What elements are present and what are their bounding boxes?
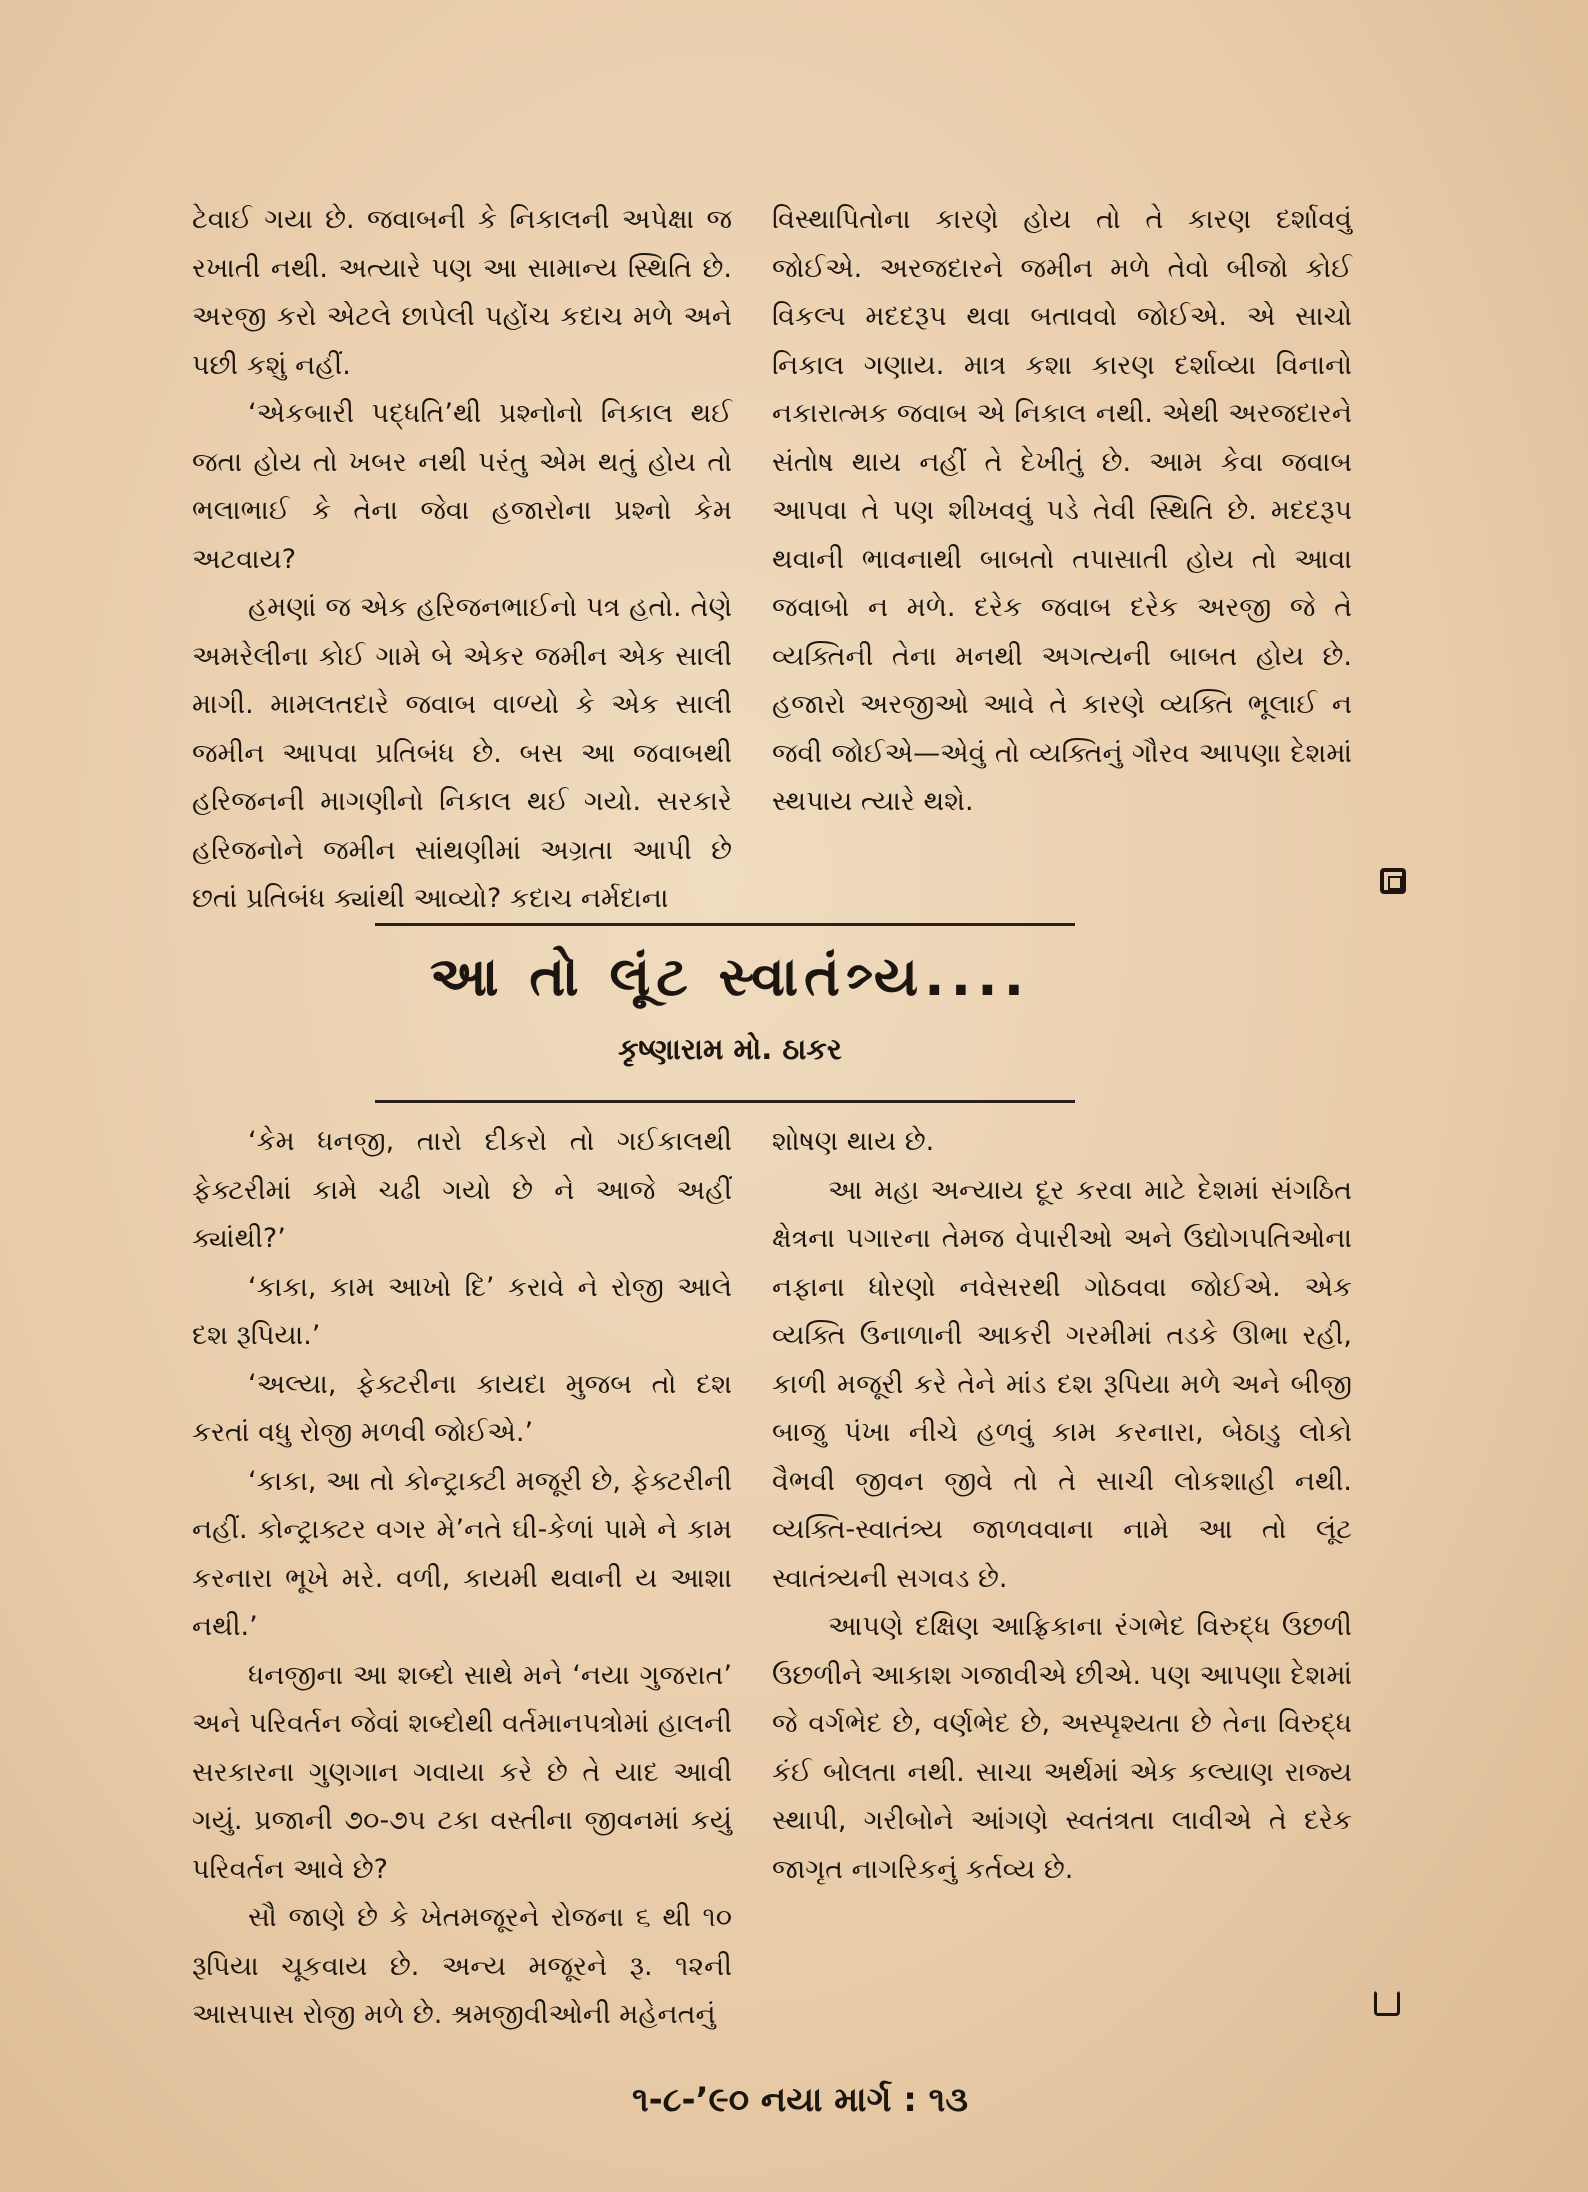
article-author: કૃષ્ણારામ મો. ઠાકર (618, 1032, 842, 1066)
title-bottom-rule (375, 1100, 1075, 1103)
paragraph: હમણાં જ એક હરિજનભાઈનો પત્ર હતો. તેણે અમરેલીના કોઈ ગામે બે એકર જમીન એક સાલી માગી. મામલતદારે જવાબ વાળ્યો કે એક સાલી જમીન આપવા પ્રતિબંધ છે. બસ આ જવાબથી હરિજનની માગણીનો નિકાલ થઈ ગયો. સરકારે હરિજનોને જમીન સાંથણીમાં અગ્રતા આપી છે છતાં પ્રતિબંધ ક્યાંથી આવ્યો? કદાચ નર્મદાના (192, 592, 732, 914)
article-title: આ તો લૂંટ સ્વાતંત્ર્ય.... (429, 945, 1031, 1008)
article-right-column (772, 1118, 1352, 1894)
paragraph: ટેવાઈ ગયા છે. જવાબની કે નિકાલની અપેક્ષા જ રખાતી નથી. અત્યારે પણ આ સામાન્ય સ્થિતિ છે. અરજી કરો એટલે છાપેલી પહોંચ કદાચ મળે અને પછી કશું નહીં. (192, 204, 732, 381)
end-mark-icon (1374, 1990, 1400, 2016)
paragraph: શોષણ થાય છે. (772, 1126, 935, 1157)
paragraph: ધનજીના આ શબ્દો સાથે મને ‘નયા ગુજરાત’ અને પરિવર્તન જેવાં શબ્દોથી વર્તમાનપત્રોમાં હાલની સરકારના ગુણગાન ગવાયા કરે છે તે યાદ આવી ગયું. પ્રજાની ૭૦-૭૫ ટકા વસ્તીના જીવનમાં કયું પરિવર્તન આવે છે? (192, 1659, 732, 1885)
article-left-column (192, 1118, 732, 2040)
paragraph: ‘કાકા, આ તો કોન્ટ્રાક્ટી મજૂરી છે, ફેક્ટરીની નહીં. કોન્ટ્રાક્ટર વગર મે’નતે ઘી-કેળાં પામે ને કામ કરનારા ભૂખે મરે. વળી, કાયમી થવાની ય આશા નથી.’ (192, 1465, 732, 1642)
top-left-column (192, 196, 732, 924)
paragraph: ‘અલ્યા, ફેક્ટરીના કાયદા મુજબ તો દશ કરતાં વધુ રોજી મળવી જોઈએ.’ (192, 1368, 732, 1448)
paragraph: સૌ જાણે છે કે ખેતમજૂરને રોજના ૬ થી ૧૦ રૂપિયા ચૂકવાય છે. અન્ય મજૂરને રૂ. ૧૨ની આસપાસ રોજી મળે છે. શ્રમજીવીઓની મહેનતનું (192, 1902, 732, 2030)
paragraph: ‘એકબારી પદ્ધતિ’થી પ્રશ્નોનો નિકાલ થઈ જતા હોય તો ખબર નથી પરંતુ એમ થતું હોય તો ભલાભાઈ કે તેના જેવા હજારોના પ્રશ્નો કેમ અટવાય? (192, 398, 732, 575)
top-right-column (772, 196, 1352, 827)
title-top-rule (375, 923, 1075, 926)
paragraph: ‘કાકા, કામ આખો દિ’ કરાવે ને રોજી આલે દશ રૂપિયા.’ (192, 1271, 732, 1351)
end-mark-icon (1380, 868, 1406, 894)
page-footer: ૧-૮-’૯૦ નયા માર્ગ : ૧૩ (631, 2080, 968, 2120)
paragraph: આપણે દક્ષિણ આફ્રિકાના રંગભેદ વિરુદ્ધ ઉછળી ઉછળીને આકાશ ગજાવીએ છીએ. પણ આપણા દેશમાં જે વર્ગભેદ છે, વર્ણભેદ છે, અસ્પૃશ્યતા છે તેના વિરુદ્ધ કંઈ બોલતા નથી. સાચા અર્થમાં એક કલ્યાણ રાજ્ય સ્થાપી, ગરીબોને આંગણે સ્વતંત્રતા લાવીએ તે દરેક જાગૃત નાગરિકનું કર્તવ્ય છે. (772, 1611, 1352, 1885)
paragraph: વિસ્થાપિતોના કારણે હોય તો તે કારણ દર્શાવવું જોઈએ. અરજદારને જમીન મળે તેવો બીજો કોઈ વિકલ્પ મદદરૂપ થવા બતાવવો જોઈએ. એ સાચો નિકાલ ગણાય. માત્ર કશા કારણ દર્શાવ્યા વિનાનો નકારાત્મક જવાબ એ નિકાલ નથી. એથી અરજદારને સંતોષ થાય નહીં તે દેખીતું છે. આમ કેવા જવાબ આપવા તે પણ શીખવવું પડે તેવી સ્થિતિ છે. મદદરૂપ થવાની ભાવનાથી બાબતો તપાસાતી હોય તો આવા જવાબો ન મળે. દરેક જવાબ દરેક અરજી જે તે વ્યક્તિની તેના મનથી અગત્યની બાબત હોય છે. હજારો અરજીઓ આવે તે કારણે વ્યક્તિ ભૂલાઈ ન જવી જોઈએ—એવું તો વ્યક્તિનું ગૌરવ આપણા દેશમાં સ્થપાય ત્યારે થશે. (772, 204, 1352, 817)
paragraph: આ મહા અન્યાય દૂર કરવા માટે દેશમાં સંગઠિત ક્ષેત્રના પગારના તેમજ વેપારીઓ અને ઉદ્યોગપતિઓના નફાના ધોરણો નવેસરથી ગોઠવવા જોઈએ. એક વ્યક્તિ ઉનાળાની આકરી ગરમીમાં તડકે ઊભા રહી, કાળી મજૂરી કરે તેને માંડ દશ રૂપિયા મળે અને બીજી બાજુ પંખા નીચે હળવું કામ કરનારા, બેઠાડુ લોકો વૈભવી જીવન જીવે તો તે સાચી લોકશાહી નથી. વ્યક્તિ-સ્વાતંત્ર્ય જાળવવાના નામે આ તો લૂંટ સ્વાતંત્ર્યની સગવડ છે. (772, 1174, 1352, 1594)
paragraph: ‘કેમ ધનજી, તારો દીકરો તો ગઈકાલથી ફેક્ટરીમાં કામે ચઢી ગયો છે ને આજે અહીં ક્યાંથી?’ (192, 1126, 732, 1254)
